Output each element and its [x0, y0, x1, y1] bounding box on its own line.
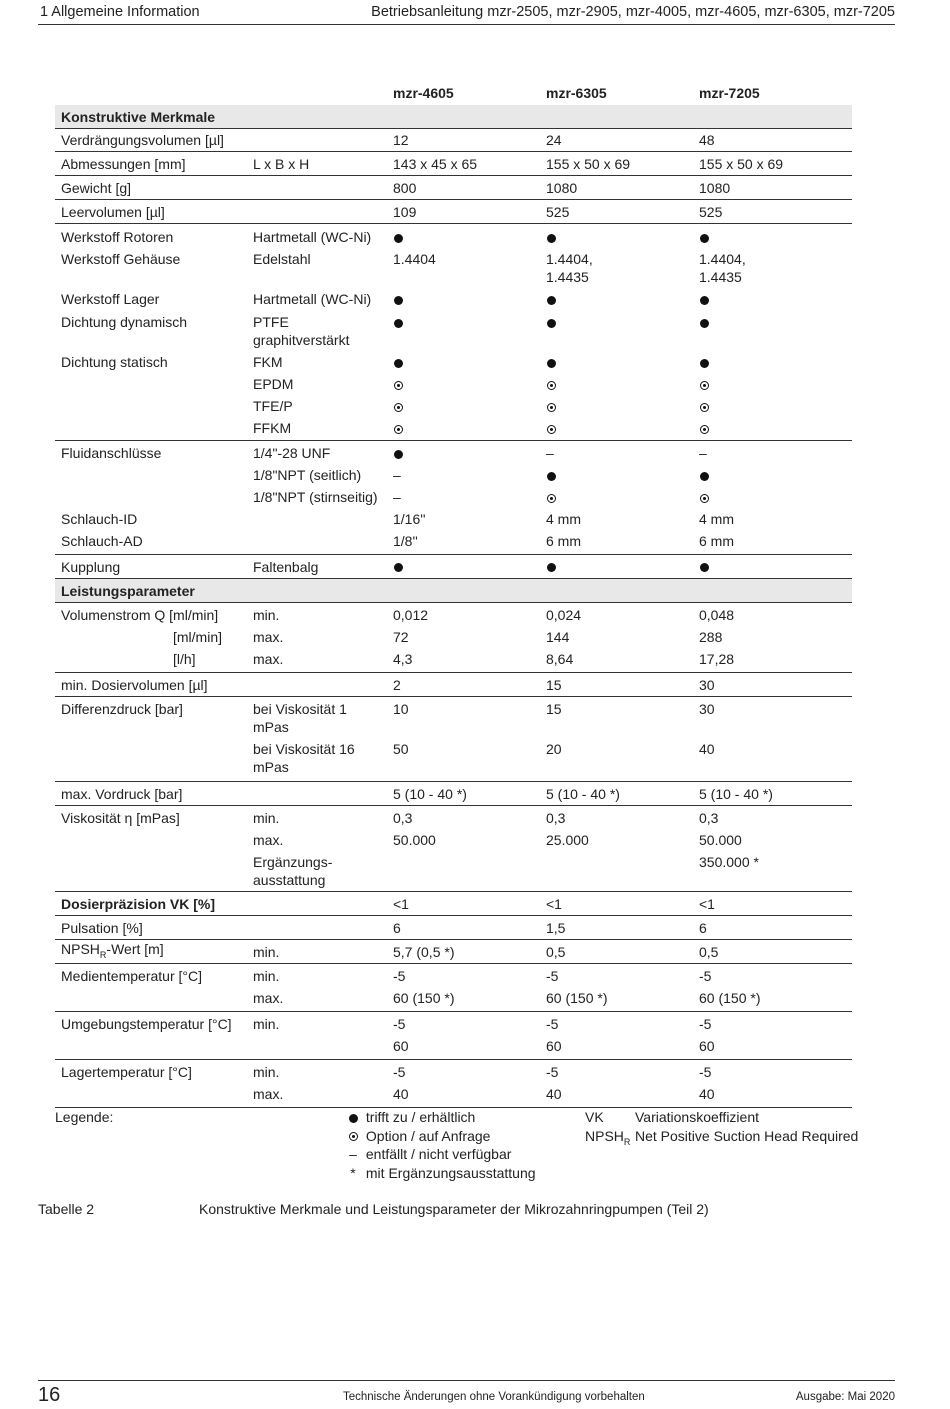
row-sub: min. [253, 810, 280, 826]
table-row [55, 1037, 852, 1060]
row-sub: Faltenbalg [253, 558, 319, 575]
dash-symbol: – [699, 445, 707, 461]
cell: 30 [699, 676, 715, 693]
option-dot-icon [547, 425, 556, 434]
row-label: min. Dosiervolumen [µl] [61, 676, 208, 693]
cell: 8,64 [546, 651, 574, 667]
cell: 0,3 [393, 810, 413, 826]
filled-dot-icon [547, 472, 556, 481]
chapter-title: 1 Allgemeine Information [40, 4, 200, 20]
cell: -5 [393, 968, 406, 984]
cell: 0,3 [546, 810, 566, 826]
cell: 5 (10 - 40 *) [546, 785, 620, 802]
cell: 40 [393, 1086, 409, 1102]
cell: <1 [393, 895, 409, 912]
row-label: Medientemperatur [°C] [61, 968, 202, 984]
row-sub: Hartmetall (WC-Ni) [253, 229, 372, 245]
row-sub: Edelstahl [253, 251, 311, 267]
table-row [55, 1060, 852, 1085]
legend-abbr-vk: VK Variationskoeffizient [585, 1109, 759, 1125]
cell: 143 x 45 x 65 [393, 155, 478, 172]
cell: 109 [393, 203, 417, 220]
cell: 6 mm [699, 533, 734, 549]
cell: 1080 [546, 179, 578, 196]
row-sub: FFKM [253, 420, 292, 436]
filled-dot-icon [700, 563, 709, 572]
option-dot-icon [547, 403, 556, 412]
option-dot-icon [547, 381, 556, 390]
cell: -5 [699, 1064, 712, 1080]
cell: 1/16'' [393, 511, 426, 527]
legend-title: Legende: [55, 1109, 114, 1125]
cell: 30 [699, 701, 715, 717]
filled-dot-icon [349, 1114, 358, 1123]
cell: 60 [699, 1038, 715, 1054]
caption-text: Konstruktive Merkmale und Leistungsparameter der Mikrozahnringpumpen (Teil 2) [199, 1201, 709, 1217]
cell: 12 [393, 132, 409, 148]
table-row [55, 419, 852, 441]
row-label: max. Vordruck [bar] [61, 785, 183, 802]
cell: 800 [393, 179, 417, 196]
legend [55, 1108, 895, 1188]
row-sub: max. [253, 832, 284, 848]
row-sub: max. [253, 990, 284, 1006]
cell: 1.4404, 1.4435 [699, 251, 746, 285]
legend-item: trifft zu / erhältlich [344, 1108, 536, 1127]
cell: 1.4404 [393, 251, 436, 267]
table-row [55, 176, 852, 200]
table-row [55, 466, 852, 488]
caption-number: Tabelle 2 [38, 1201, 95, 1217]
row-label: Dosierpräzision VK [%] [61, 895, 216, 912]
table-row [55, 628, 852, 650]
option-dot-icon [394, 403, 403, 412]
filled-dot-icon [547, 234, 556, 243]
table-row [55, 740, 852, 782]
cell: 25.000 [546, 832, 589, 848]
filled-dot-icon [394, 296, 403, 305]
cell: 40 [546, 1086, 562, 1102]
table-row [55, 290, 852, 313]
cell: 24 [546, 132, 562, 148]
table-row [55, 1012, 852, 1037]
table-row [55, 397, 852, 419]
cell: 0,3 [699, 810, 719, 826]
filled-dot-icon [700, 234, 709, 243]
table-row [55, 200, 852, 224]
manual-title: Betriebsanleitung mzr-2505, mzr-2905, mzr-4005, mzr-4605, mzr-6305, mzr-7205 [371, 4, 895, 20]
row-label: Pulsation [%] [61, 919, 143, 936]
cell: 0,012 [393, 607, 429, 623]
cell: 6 mm [546, 533, 581, 549]
row-label: Lagertemperatur [°C] [61, 1064, 192, 1080]
row-sub: max. [253, 1086, 284, 1102]
row-label: Umgebungstemperatur [°C] [61, 1016, 232, 1032]
table-row [55, 510, 852, 532]
row-label: Gewicht [g] [61, 179, 132, 196]
row-sub: min. [253, 968, 280, 984]
model-col-6305: mzr-6305 [546, 85, 607, 101]
filled-dot-icon [700, 319, 709, 328]
cell: 525 [546, 203, 570, 220]
cell: 155 x 50 x 69 [546, 155, 631, 172]
row-label: Schlauch-AD [61, 533, 143, 549]
filled-dot-icon [547, 296, 556, 305]
table-row [55, 224, 852, 250]
table-row [55, 892, 852, 916]
option-dot-icon [700, 403, 709, 412]
model-col-7205: mzr-7205 [699, 85, 760, 101]
row-sub: max. [253, 651, 284, 667]
table-row [55, 831, 852, 853]
row-sub: min. [253, 1064, 280, 1080]
section-title: Konstruktive Merkmale [61, 108, 216, 125]
cell: 50.000 [393, 832, 436, 848]
table-row [55, 555, 852, 579]
cell: 350.000 * [699, 854, 759, 870]
table-row [55, 964, 852, 989]
cell: 60 (150 *) [699, 990, 761, 1006]
row-label: Kupplung [61, 558, 121, 575]
cell: 60 (150 *) [393, 990, 455, 1006]
row-label: [ml/min] [173, 629, 222, 645]
option-dot-icon [394, 425, 403, 434]
cell: <1 [546, 895, 562, 912]
row-sub: min. [253, 943, 280, 960]
table-row [55, 129, 852, 152]
row-sub: bei Viskosität 1 mPas [253, 701, 347, 735]
row-label: $NPSH_R$-Wert [m] [61, 940, 164, 960]
legend-abbreviations [585, 1108, 858, 1151]
filled-dot-icon [700, 472, 709, 481]
cell: 72 [393, 629, 409, 645]
row-sub: min. [253, 1016, 280, 1032]
cell: 5 (10 - 40 *) [393, 785, 467, 802]
table-row [55, 853, 852, 892]
cell: 6 [699, 919, 707, 936]
row-sub: Ergänzungs- ausstattung [253, 854, 333, 888]
row-label: Verdrängungsvolumen [µl] [61, 132, 224, 148]
section-title: Leistungsparameter [61, 582, 195, 599]
cell: -5 [546, 968, 559, 984]
cell: -5 [699, 1016, 712, 1032]
option-dot-icon [394, 381, 403, 390]
table-row [55, 782, 852, 806]
row-sub: max. [253, 629, 284, 645]
table-row [55, 940, 852, 964]
filled-dot-icon [547, 563, 556, 572]
row-label: Leervolumen [µl] [61, 203, 165, 220]
table-row [55, 313, 852, 353]
cell: 40 [699, 741, 715, 757]
cell: 4 mm [546, 511, 581, 527]
option-dot-icon [700, 381, 709, 390]
legend-item: Option / auf Anfrage [344, 1127, 536, 1146]
table-row [55, 806, 852, 831]
table-row [55, 353, 852, 375]
filled-dot-icon [394, 450, 403, 459]
cell: 0,5 [546, 943, 566, 960]
cell: 0,5 [699, 943, 719, 960]
page-footer [38, 1380, 895, 1409]
cell: 0,048 [699, 607, 735, 623]
cell: 525 [699, 203, 723, 220]
row-label: Dichtung dynamisch [61, 314, 188, 330]
table-row [55, 697, 852, 740]
cell: 60 [393, 1038, 409, 1054]
row-label: Schlauch-ID [61, 511, 138, 527]
table-row [55, 989, 852, 1012]
table-row [55, 650, 852, 673]
cell: 1.4404, 1.4435 [546, 251, 593, 285]
cell: 288 [699, 629, 723, 645]
cell: 60 (150 *) [546, 990, 608, 1006]
row-label: [l/h] [173, 651, 196, 667]
cell: 4 mm [699, 511, 734, 527]
row-label: Dichtung statisch [61, 354, 168, 370]
row-sub: bei Viskosität 16 mPas [253, 741, 355, 775]
model-col-4605: mzr-4605 [393, 85, 454, 101]
legend-item: * mit Ergänzungsausstattung [350, 1164, 536, 1181]
table-row [55, 1085, 852, 1108]
cell: -5 [393, 1016, 406, 1032]
option-dot-icon [700, 494, 709, 503]
row-sub: 1/4"-28 UNF [253, 445, 331, 461]
table-header-row [55, 84, 852, 105]
table-row [55, 673, 852, 697]
cell: 15 [546, 676, 562, 693]
section-header [55, 579, 852, 603]
cell: 5,7 (0,5 *) [393, 943, 455, 960]
cell: 144 [546, 629, 570, 645]
row-sub: min. [253, 607, 280, 623]
table-row [55, 375, 852, 397]
filled-dot-icon [394, 359, 403, 368]
row-sub: FKM [253, 354, 283, 370]
table-row [55, 603, 852, 628]
legend-symbols [344, 1108, 536, 1182]
dash-symbol: – [546, 445, 554, 461]
page-header [38, 4, 895, 25]
legend-abbr-npsh: $NPSH_R$ Net Positive Suction Head Required [585, 1127, 859, 1147]
cell: 50.000 [699, 832, 742, 848]
row-sub: 1/8"NPT (stirnseitig) [253, 489, 378, 505]
row-label: Werkstoff Lager [61, 291, 160, 307]
table-row [55, 250, 852, 290]
table-row [55, 441, 852, 466]
option-dot-icon [700, 425, 709, 434]
row-label: Fluidanschlüsse [61, 445, 162, 461]
footer-notice: Technische Änderungen ohne Vorankündigung vorbehalten [343, 1391, 645, 1403]
row-label: Abmessungen [mm] [61, 155, 186, 172]
row-label: Werkstoff Gehäuse [61, 251, 181, 267]
cell: 6 [393, 919, 401, 936]
cell: 2 [393, 676, 401, 693]
row-sub: L x B x H [253, 155, 310, 172]
cell: 40 [699, 1086, 715, 1102]
table-row [55, 916, 852, 940]
filled-dot-icon [700, 296, 709, 305]
table-row [55, 152, 852, 176]
cell: 5 (10 - 40 *) [699, 785, 773, 802]
row-label: Differenzdruck [bar] [61, 701, 183, 717]
row-sub: TFE/P [253, 398, 293, 414]
row-sub: EPDM [253, 376, 294, 392]
option-dot-icon [349, 1132, 358, 1141]
cell: 48 [699, 132, 715, 148]
cell: -5 [546, 1016, 559, 1032]
filled-dot-icon [547, 319, 556, 328]
table-row [55, 532, 852, 555]
cell: 1080 [699, 179, 731, 196]
cell: -5 [699, 968, 712, 984]
dash-symbol: – [393, 489, 401, 505]
legend-item: – entfällt / nicht verfügbar [349, 1146, 512, 1162]
row-sub: Hartmetall (WC-Ni) [253, 291, 372, 307]
row-label: Volumenstrom Q [ml/min] [61, 607, 219, 623]
cell: 60 [546, 1038, 562, 1054]
page-number: 16 [38, 1384, 61, 1406]
cell: 50 [393, 741, 409, 757]
filled-dot-icon [700, 359, 709, 368]
cell: 4,3 [393, 651, 413, 667]
cell: 155 x 50 x 69 [699, 155, 784, 172]
filled-dot-icon [394, 319, 403, 328]
cell: 10 [393, 701, 409, 717]
cell: 20 [546, 741, 562, 757]
row-label: Werkstoff Rotoren [61, 229, 174, 245]
row-sub: 1/8"NPT (seitlich) [253, 467, 362, 483]
section-header [55, 105, 852, 129]
cell: -5 [393, 1064, 406, 1080]
spec-table [55, 84, 852, 1108]
filled-dot-icon [547, 359, 556, 368]
cell: 1/8'' [393, 533, 418, 549]
row-label: Viskosität η [mPas] [61, 810, 180, 826]
cell: -5 [546, 1064, 559, 1080]
filled-dot-icon [394, 234, 403, 243]
dash-symbol: – [393, 467, 401, 483]
cell: 15 [546, 701, 562, 717]
cell: 17,28 [699, 651, 735, 667]
filled-dot-icon [394, 563, 403, 572]
cell: <1 [699, 895, 715, 912]
table-row [55, 488, 852, 510]
cell: 1,5 [546, 919, 566, 936]
row-sub: PTFE graphitverstärkt [253, 314, 350, 348]
footer-edition: Ausgabe: Mai 2020 [795, 1391, 895, 1403]
cell: 0,024 [546, 607, 582, 623]
option-dot-icon [547, 494, 556, 503]
